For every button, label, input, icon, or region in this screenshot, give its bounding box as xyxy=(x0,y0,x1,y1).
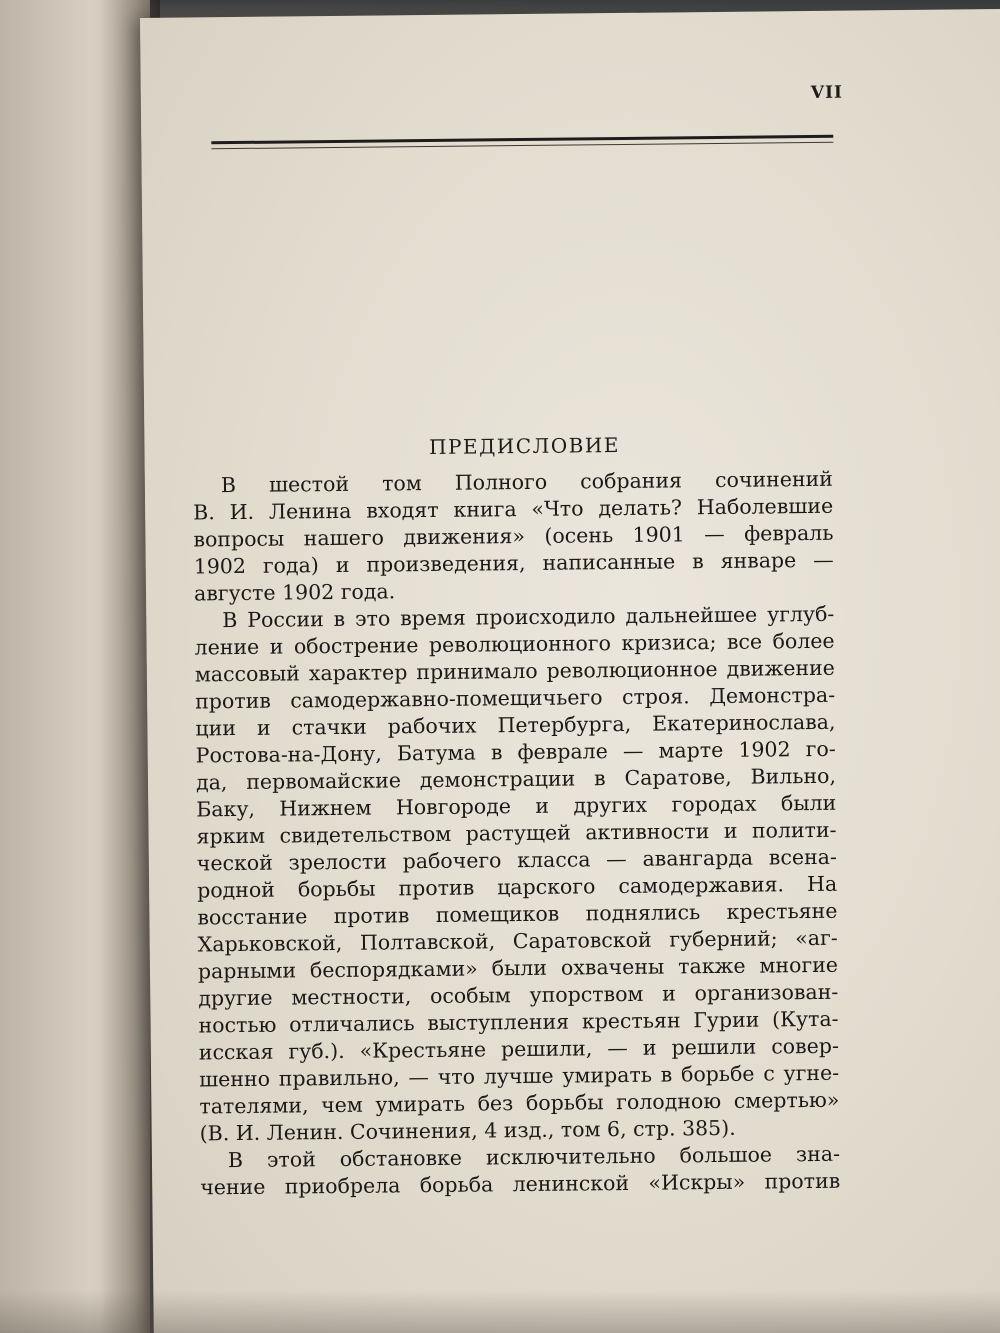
text-line: В шестой том Полного собрания сочинений xyxy=(220,466,833,498)
text-line: шенно правильно, — что лучше умирать в борьбе с угне- xyxy=(198,1060,840,1092)
bottom-shadow xyxy=(0,1290,1000,1333)
text-line: другие местности, особым упорством и организован- xyxy=(198,979,839,1011)
text-line: 1902 года) и произведения, написанные в январе — xyxy=(193,547,834,579)
text-line: родной борьбы против царского самодержавия. На xyxy=(197,871,838,903)
text-line: августе 1902 года. xyxy=(193,579,396,606)
paragraph xyxy=(193,466,834,608)
page-number: VII xyxy=(810,82,844,103)
text-line: ление и обострение революционного кризиса; все более xyxy=(194,628,835,660)
paragraph xyxy=(194,601,840,1148)
body-text xyxy=(193,466,841,1202)
text-line: Харьковской, Полтавской, Саратовской губерний; «аг- xyxy=(197,925,838,957)
text-line: ярким свидетельством растущей активности и полити- xyxy=(196,817,837,849)
text-line: В России в это время происходило дальнейшее углуб- xyxy=(222,601,835,633)
text-line: В этой обстановке исключительно большое зна- xyxy=(227,1141,841,1173)
text-line: чение приобрела борьба ленинской «Искры» против xyxy=(200,1168,841,1200)
text-line: ностью отличались выступления крестьян Гурии (Кута- xyxy=(198,1006,839,1038)
text-line: рарными беспорядками» были охвачены также многие xyxy=(197,952,839,984)
text-line: массовый характер принимало революционное движение xyxy=(194,655,835,687)
text-line: восстание против помещиков поднялись крестьяне xyxy=(197,898,838,930)
text-line: (В. И. Ленин. Сочинения, 4 изд., том 6, стр. 385). xyxy=(199,1115,736,1146)
text-line: исская губ.). «Крестьяне решили, — и решили совер- xyxy=(198,1033,839,1065)
book-page xyxy=(140,9,1000,1333)
paragraph xyxy=(200,1141,841,1202)
text-line: ческой зрелости рабочего класса — авангарда всена- xyxy=(196,844,837,876)
text-line: ции и стачки рабочих Петербурга, Екатеринослава, xyxy=(195,709,836,741)
text-line: вопросы нашего движения» (осень 1901 — февраль xyxy=(193,520,834,552)
text-line: Ростова-на-Дону, Батума в феврале — марте 1902 го- xyxy=(195,736,836,768)
text-line: В. И. Ленина входят книга «Что делать? Наболевшие xyxy=(193,493,834,525)
text-line: тателями, чем умирать без борьбы голодною смертью» xyxy=(199,1087,840,1119)
text-line: да, первомайские демонстрации в Саратове, Вильно, xyxy=(195,763,837,795)
text-line: Баку, Нижнем Новгороде и других городах были xyxy=(196,790,837,822)
text-line: против самодержавно-помещичьего строя. Демонстра- xyxy=(195,682,836,714)
chapter-title: ПРЕДИСЛОВИЕ xyxy=(428,432,621,459)
